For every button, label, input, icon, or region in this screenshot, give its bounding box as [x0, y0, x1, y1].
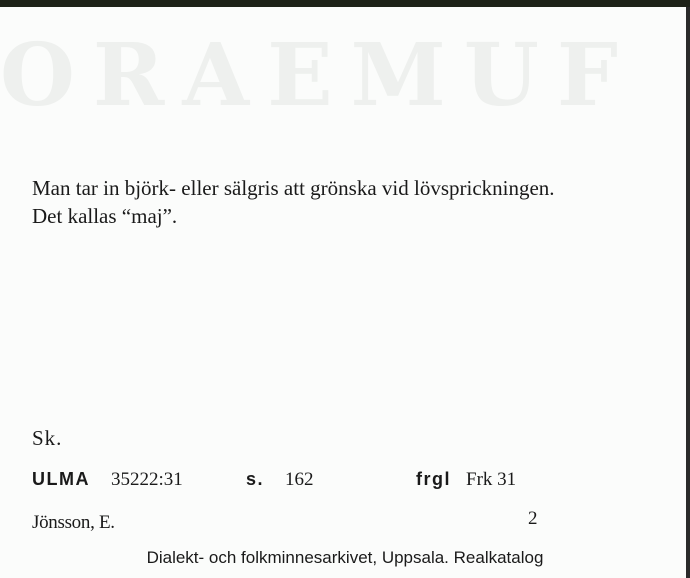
recorder-name: Jönsson, E. [32, 512, 115, 533]
show-through-heading: ORAEMUF [0, 25, 636, 126]
archive-footer: Dialekt- och folkminnesarkivet, Uppsala. Realkatalog [146, 548, 544, 567]
top-rule [0, 0, 690, 7]
page-label: s. [246, 469, 265, 489]
card-text-line: Det kallas “maj”. [32, 204, 178, 228]
card-text-line: Man tar in björk- eller sälgris att grönska vid lövsprickningen. [32, 176, 555, 200]
archive-number: 35222:31 [111, 469, 183, 490]
region-code: Sk. [32, 426, 63, 450]
frgl-label: frgl [416, 469, 451, 489]
archive-label: ULMA [32, 469, 90, 489]
index-card [0, 7, 690, 578]
card-number: 2 [528, 508, 538, 529]
frgl-value: Frk 31 [466, 469, 517, 490]
page-number: 162 [285, 469, 314, 490]
card-body-text [32, 174, 672, 230]
